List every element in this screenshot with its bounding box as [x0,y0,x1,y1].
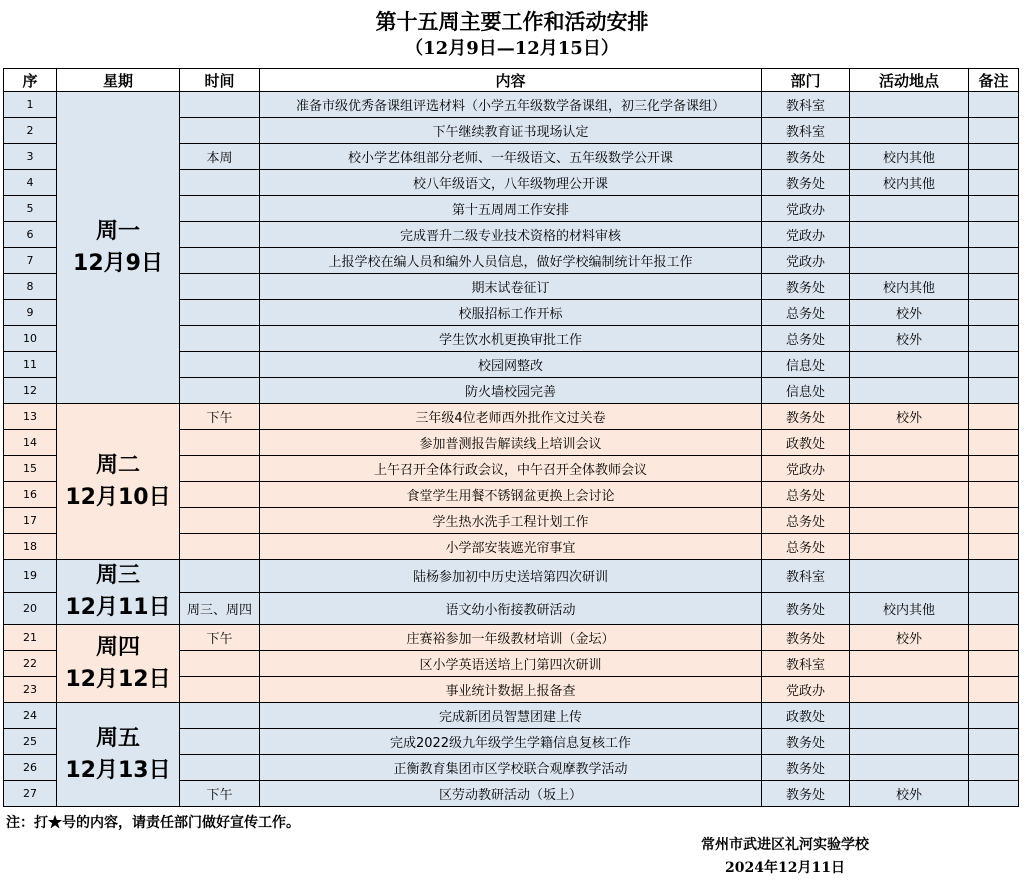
weekday-cell [57,560,180,625]
header-weekday: 星期 [57,69,180,92]
row-number: 7 [4,248,57,274]
note-cell [969,625,1019,651]
row-number: 23 [4,677,57,703]
place-cell: 校内其他 [850,592,969,625]
time-cell [180,170,260,196]
note-cell [969,248,1019,274]
content-cell: 期末试卷征订 [260,274,762,300]
weekday-cell [57,703,180,807]
table-row [4,560,1019,593]
note-cell [969,592,1019,625]
note-cell [969,456,1019,482]
time-cell [180,248,260,274]
place-cell [850,534,969,560]
note-cell [969,729,1019,755]
dept-cell: 教科室 [762,560,850,593]
row-number: 4 [4,170,57,196]
dept-cell: 教务处 [762,170,850,196]
content-cell: 语文幼小衔接教研活动 [260,592,762,625]
table-header-row [4,69,1019,92]
time-cell [180,378,260,404]
dept-cell: 教务处 [762,592,850,625]
content-cell: 校八年级语文，八年级物理公开课 [260,170,762,196]
dept-cell: 政教处 [762,430,850,456]
time-cell [180,651,260,677]
time-cell [180,729,260,755]
content-cell: 完成晋升二级专业技术资格的材料审核 [260,222,762,248]
header-content: 内容 [260,69,762,92]
content-cell: 完成新团员智慧团建上传 [260,703,762,729]
content-cell: 陆杨参加初中历史送培第四次研训 [260,560,762,593]
weekday-label: 周四 [95,634,140,660]
place-cell [850,118,969,144]
note-cell [969,326,1019,352]
dept-cell: 教务处 [762,625,850,651]
note-cell [969,677,1019,703]
place-cell: 校内其他 [850,274,969,300]
note-cell [969,378,1019,404]
note-cell [969,352,1019,378]
row-number: 15 [4,456,57,482]
place-cell: 校内其他 [850,144,969,170]
place-cell: 校外 [850,326,969,352]
content-cell: 小学部安装遮光帘事宜 [260,534,762,560]
row-number: 10 [4,326,57,352]
content-cell: 准备市级优秀备课组评选材料（小学五年级数学备课组，初三化学备课组） [260,92,762,118]
row-number: 21 [4,625,57,651]
place-cell: 校外 [850,404,969,430]
dept-cell: 教务处 [762,144,850,170]
row-number: 24 [4,703,57,729]
row-number: 18 [4,534,57,560]
weekday-cell [57,92,180,404]
row-number: 6 [4,222,57,248]
dept-cell: 教科室 [762,651,850,677]
note-cell [969,781,1019,807]
weekday-cell [57,404,180,560]
place-cell [850,430,969,456]
row-number: 14 [4,430,57,456]
table-row [4,625,1019,651]
weekday-date: 12月11日 [65,595,171,620]
note-cell [969,534,1019,560]
weekday-label: 周五 [95,725,140,751]
time-cell: 下午 [180,625,260,651]
time-cell [180,352,260,378]
time-cell [180,300,260,326]
place-cell [850,378,969,404]
row-number: 11 [4,352,57,378]
header-time: 时间 [180,69,260,92]
note-cell [969,482,1019,508]
place-cell: 校外 [850,300,969,326]
row-number: 19 [4,560,57,593]
content-cell: 食堂学生用餐不锈钢盆更换上会讨论 [260,482,762,508]
weekday-label: 周一 [95,218,140,244]
time-cell [180,677,260,703]
dept-cell: 教科室 [762,118,850,144]
time-cell [180,534,260,560]
content-cell: 学生饮水机更换审批工作 [260,326,762,352]
dept-cell: 教务处 [762,755,850,781]
row-number: 12 [4,378,57,404]
row-number: 17 [4,508,57,534]
header-note: 备注 [969,69,1019,92]
place-cell [850,352,969,378]
header-no: 序 [4,69,57,92]
row-number: 25 [4,729,57,755]
weekday-label: 周三 [95,563,140,588]
note-cell [969,144,1019,170]
row-number: 22 [4,651,57,677]
content-cell: 参加普测报告解读线上培训会议 [260,430,762,456]
content-cell: 上报学校在编人员和编外人员信息，做好学校编制统计年报工作 [260,248,762,274]
footnote: 注：打★号的内容，请责任部门做好宣传工作。 [6,815,300,831]
row-number: 3 [4,144,57,170]
time-cell [180,755,260,781]
note-cell [969,196,1019,222]
weekday-label: 周二 [95,452,140,478]
time-cell [180,456,260,482]
note-cell [969,703,1019,729]
place-cell [850,482,969,508]
content-cell: 事业统计数据上报备查 [260,677,762,703]
content-cell: 完成2022级九年级学生学籍信息复核工作 [260,729,762,755]
note-cell [969,170,1019,196]
school-name: 常州市武进区礼河实验学校 [701,837,869,853]
time-cell [180,482,260,508]
place-cell [850,222,969,248]
dept-cell: 教务处 [762,781,850,807]
note-cell [969,274,1019,300]
time-cell: 本周 [180,144,260,170]
dept-cell: 党政办 [762,248,850,274]
row-number: 2 [4,118,57,144]
row-number: 16 [4,482,57,508]
row-number: 26 [4,755,57,781]
note-cell [969,508,1019,534]
content-cell: 校园网整改 [260,352,762,378]
dept-cell: 教务处 [762,274,850,300]
dept-cell: 总务处 [762,534,850,560]
time-cell [180,430,260,456]
note-cell [969,300,1019,326]
content-cell: 区小学英语送培上门第四次研训 [260,651,762,677]
place-cell [850,651,969,677]
note-cell [969,560,1019,593]
dept-cell: 信息处 [762,378,850,404]
row-number: 13 [4,404,57,430]
place-cell [850,508,969,534]
weekday-date: 12月10日 [65,484,171,510]
content-cell: 庄赛裕参加一年级教材培训（金坛） [260,625,762,651]
content-cell: 学生热水洗手工程计划工作 [260,508,762,534]
note-cell [969,118,1019,144]
place-cell: 校内其他 [850,170,969,196]
row-number: 8 [4,274,57,300]
dept-cell: 党政办 [762,677,850,703]
row-number: 27 [4,781,57,807]
note-cell [969,755,1019,781]
content-cell: 校小学艺体组部分老师、一年级语文、五年级数学公开课 [260,144,762,170]
content-cell: 防火墙校园完善 [260,378,762,404]
time-cell [180,274,260,300]
table-body [4,92,1019,807]
note-cell [969,651,1019,677]
row-number: 9 [4,300,57,326]
row-number: 1 [4,92,57,118]
page-subtitle: （12月9日—12月15日） [405,38,619,59]
place-cell [850,92,969,118]
content-cell: 上午召开全体行政会议，中午召开全体教师会议 [260,456,762,482]
time-cell: 下午 [180,781,260,807]
row-number: 5 [4,196,57,222]
dept-cell: 党政办 [762,196,850,222]
dept-cell: 党政办 [762,456,850,482]
time-cell [180,703,260,729]
content-cell: 下午继续教育证书现场认定 [260,118,762,144]
time-cell [180,560,260,593]
dept-cell: 党政办 [762,222,850,248]
time-cell [180,508,260,534]
note-cell [969,222,1019,248]
note-cell [969,430,1019,456]
note-cell [969,92,1019,118]
note-cell [969,404,1019,430]
content-cell: 区劳动教研活动（坂上） [260,781,762,807]
dept-cell: 总务处 [762,326,850,352]
header-place: 活动地点 [850,69,969,92]
sign-date: 2024年12月11日 [725,860,845,876]
place-cell [850,248,969,274]
time-cell: 下午 [180,404,260,430]
table-row [4,92,1019,118]
weekday-date: 12月9日 [73,250,163,276]
place-cell [850,677,969,703]
content-cell: 三年级4位老师西外批作文过关卷 [260,404,762,430]
content-cell: 正衡教育集团市区学校联合观摩教学活动 [260,755,762,781]
page-title: 第十五周主要工作和活动安排 [375,9,649,34]
content-cell: 第十五周周工作安排 [260,196,762,222]
dept-cell: 教务处 [762,404,850,430]
place-cell [850,729,969,755]
time-cell [180,118,260,144]
time-cell: 周三、周四 [180,592,260,625]
weekday-date: 12月12日 [65,666,171,692]
table-row [4,404,1019,430]
row-number: 20 [4,592,57,625]
dept-cell: 总务处 [762,482,850,508]
header-dept: 部门 [762,69,850,92]
dept-cell: 教务处 [762,729,850,755]
time-cell [180,196,260,222]
table-row [4,703,1019,729]
time-cell [180,326,260,352]
place-cell [850,456,969,482]
place-cell [850,196,969,222]
dept-cell: 教科室 [762,92,850,118]
weekday-cell [57,625,180,703]
place-cell [850,755,969,781]
place-cell [850,560,969,593]
place-cell: 校外 [850,781,969,807]
time-cell [180,222,260,248]
time-cell [180,92,260,118]
schedule-table [3,68,1019,807]
place-cell [850,703,969,729]
dept-cell: 信息处 [762,352,850,378]
dept-cell: 总务处 [762,300,850,326]
dept-cell: 政教处 [762,703,850,729]
weekday-date: 12月13日 [65,757,171,783]
place-cell: 校外 [850,625,969,651]
content-cell: 校服招标工作开标 [260,300,762,326]
dept-cell: 总务处 [762,508,850,534]
